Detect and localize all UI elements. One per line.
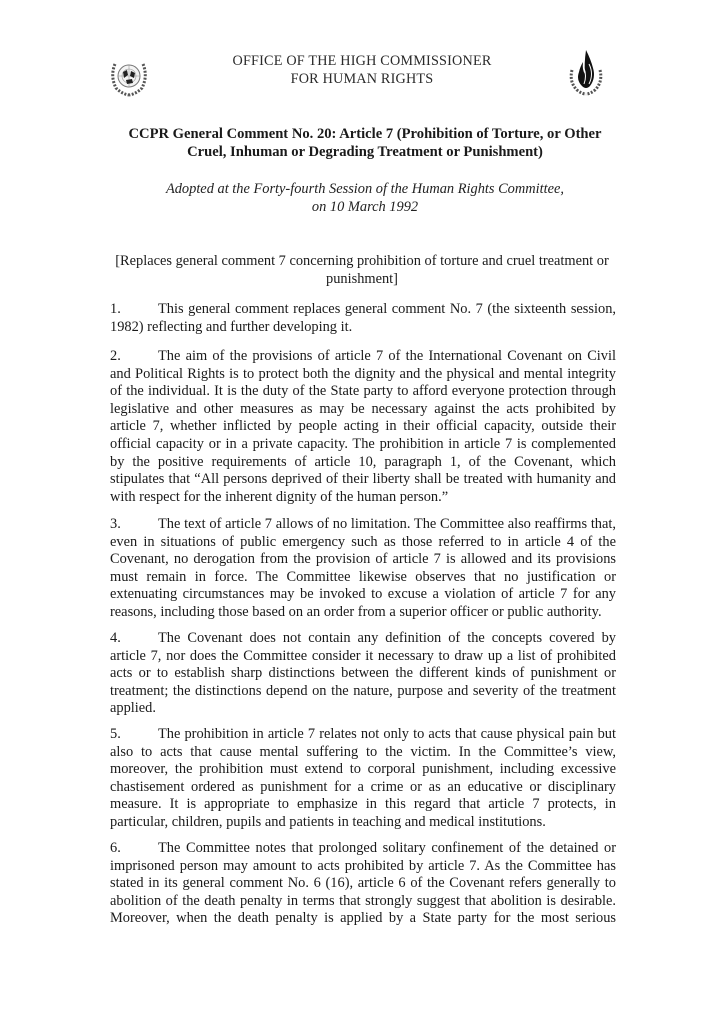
paragraph-number: 2. [110, 348, 121, 364]
document-title [100, 125, 630, 161]
paragraph-4 [110, 630, 616, 718]
document-subtitle [100, 180, 630, 216]
paragraph-number: 1. [110, 301, 121, 317]
paragraph-text: This general comment replaces general comment No. 7 (the sixteenth session, 1982) reflecting and further developing it. [110, 301, 616, 335]
paragraph-text: The Committee notes that prolonged solitary confinement of the detained or imprisoned person may amount to acts prohibited by article 7. As the Committee has stated in its general comment No. 6 (16), article 6 of the Covenant refers generally to abolition of the death penalty in terms that strongly suggest that abolition is desirable. Moreover, when the death penalty is applied by a State party for the most serious [110, 840, 616, 927]
paragraph-2 [110, 348, 616, 506]
paragraph-text: The prohibition in article 7 relates not only to acts that cause physical pain but also to acts that cause mental suffering to the victim. In the Committee’s view, moreover, the prohibition must extend to corporal punishment, including excessive chastisement ordered as punishment for a crime or as an educative or disciplinary measure. It is appropriate to emphasize in this regard that article 7 protects, in particular, children, pupils and patients in teaching and medical institutions. [110, 726, 616, 830]
paragraph-5 [110, 726, 616, 832]
paragraph-3 [110, 516, 616, 622]
paragraph-1 [110, 301, 616, 336]
paragraph-number: 4. [110, 630, 121, 646]
office-name-line-1: OFFICE OF THE HIGH COMMISSIONER [232, 53, 492, 69]
paragraph-text: The Covenant does not contain any definition of the concepts covered by article 7, nor does the Committee consider it necessary to draw up a list of prohibited acts or to establish sharp distinctions between the different kinds of punishment or treatment; the distinctions depend on the nature, purpose and severity of the treatment applied. [110, 630, 616, 717]
paragraph-text: The text of article 7 allows of no limitation. The Committee also reaffirms that, even in situations of public emergency such as those referred to in article 4 of the Covenant, no derogation from the provision of article 7 is allowed and its provisions must remain in force. The Committee likewise observes that no justification or extenuating circumstances may be invoked to excuse a violation of article 7 for any reasons, including those based on an order from a superior officer or public authority. [110, 516, 616, 620]
letterhead [0, 48, 724, 108]
document-title-line-2: Cruel, Inhuman or Degrading Treatment or Punishment) [187, 144, 543, 160]
replacement-note: [Replaces general comment 7 concerning prohibition of torture and cruel treatment or punishment] [115, 253, 609, 287]
paragraph-number: 6. [110, 840, 121, 856]
office-name [0, 52, 724, 88]
document-title-line-1: CCPR General Comment No. 20: Article 7 (Prohibition of Torture, or Other [128, 126, 602, 142]
paragraph-number: 5. [110, 726, 121, 742]
paragraph-text: The aim of the provisions of article 7 of the International Covenant on Civil and Political Rights is to protect both the dignity and the physical and mental integrity of the individual. It is the duty of the State party to afford everyone protection through legislative and other measures as may be necessary against the acts prohibited by article 7, whether inflicted by people acting in their official capacity, outside their official capacity or in a private capacity. The prohibition in article 7 is complemented by the positive requirements of article 10, paragraph 1, of the Covenant, which stipulates that “All persons deprived of their liberty shall be treated with humanity and with respect for the inherent dignity of the human person.” [110, 348, 616, 505]
paragraph-number: 3. [110, 516, 121, 532]
document-subtitle-line-1: Adopted at the Forty-fourth Session of the Human Rights Committee, [165, 181, 565, 197]
paragraph-6 [110, 840, 616, 928]
document-subtitle-line-2: on 10 March 1992 [311, 199, 419, 215]
office-name-line-2: FOR HUMAN RIGHTS [290, 71, 434, 87]
ohchr-flame-emblem-icon [565, 48, 607, 92]
